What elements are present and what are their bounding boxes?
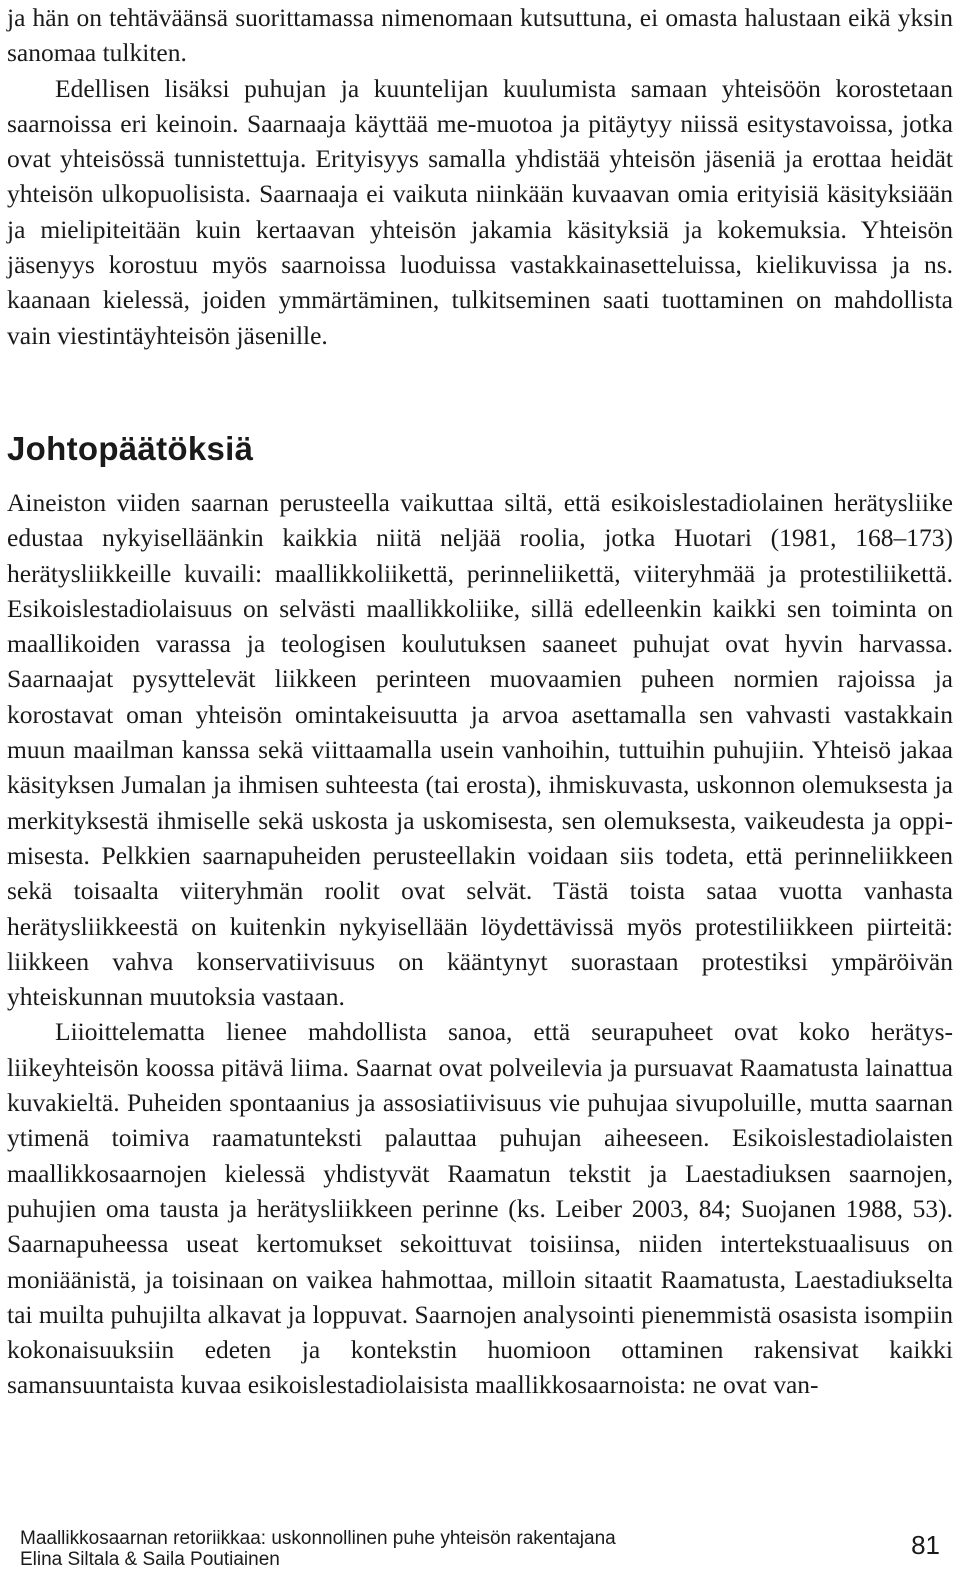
footer-authors: Elina Siltala & Saila Poutiainen	[20, 1549, 280, 1570]
paragraph-continuation: ja hän on tehtäväänsä suorittamassa nimenomaan kutsuttuna, ei omasta halustaan eikä yksin sanomaa tulkiten.	[7, 3, 953, 68]
paragraph-conclusions-1: Aineiston viiden saarnan perusteella vaikuttaa siltä, että esikoislestadiolainen herätysliike edustaa nykyiselläänkin kaikkia niitä neljää roolia, jotka Huotari (1981, 168–173) herätysliikkeille kuvaili: maallikkoliikettä, perinneliikettä, viiteryhmää ja protestiliikettä. Esikoislestadiolaisuus on selvästi maallikkoliike, sillä edelleenkin kaikki sen toiminta on maallikoiden varassa ja teologisen koulutuksen saaneet puhujat ovat hyvin harvassa. Saarnaajat pysyttelevät liikkeen perinteen muovaamien puheen normien rajoissa ja korostavat oman yhteisön omintakeisuutta ja arvoa asettamalla sen vahvasti vastakkain muun maailman kanssa sekä viittaamalla usein vanhoihin, tuttuihin puhujiin. Yhteisö jakaa käsityksen Jumalan ja ihmisen suhteesta (tai erosta), ihmiskuvasta, uskonnon olemuksesta ja merkityksestä ihmiselle sekä uskosta ja uskomisesta, sen olemuksesta, vaikeudesta ja oppimisesta. Pelkkien saarnapuheiden perusteellakin voidaan siis todeta, että perinneliikkeen sekä toisaalta viiteryhmän roolit ovat selvät. Tästä toista sataa vuotta vanhasta herätysliikkeestä on kuitenkin nykyisellään löydettävissä myös protestiliikkeen piirteitä: liikkeen vahva konservatiivisuus on kääntynyt suorastaan protestiksi ympäröivän yhteiskunnan muutoksia vastaan.	[7, 487, 953, 1012]
page-footer	[20, 1528, 940, 1570]
section-spacer	[7, 353, 953, 429]
paragraph-community-membership: Edellisen lisäksi puhujan ja kuuntelijan kuulumista samaan yhteisöön korostetaan saarnoissa eri keinoin. Saarnaaja käyttää me-muotoa ja pitäytyy niissä esitystavoissa, jotka ovat yhteisössä tunnistettuja. Erityisyys samalla yhdistää yhteisön jäseniä ja erottaa heidät yhteisön ulkopuolisista. Saarnaaja ei vaikuta niinkään kuvaavan omia erityisiä käsityksiään ja mielipiteitään kuin kertaavan yhteisön jakamia käsityksiä ja kokemuksia. Yhteisön jäsenyys korostuu myös saarnoissa luoduissa vastakkainasetteluissa, kielikuvissa ja ns. kaanaan kielessä, joiden ymmärtäminen, tulkitseminen saati tuottaminen on mahdollista vain viestintäyhteisön jäsenille.	[7, 73, 953, 350]
section-heading: Johtopäätöksiä	[7, 429, 254, 467]
paragraph-conclusions-2: Liioittelematta lienee mahdollista sanoa, että seurapuheet ovat koko herätysliikeyhteisön koossa pitävä liima. Saarnat ovat polveilevia ja pursuavat Raamatusta lainattua kuvakieltä. Puheiden spontaanius ja assosiatiivisuus vie puhujaa sivupoluille, mutta saarnan ytimenä toimiva raamatunteksti palauttaa puhujan aiheeseen. Esikoislestadiolaisten maallikkosaarnojen kielessä yhdistyvät Raamatun tekstit ja Laestadiuksen saarnojen, puhujien oma tausta ja herätysliikkeen perinne (ks. Leiber 2003, 84; Suojanen 1988, 53). Saarnapuheessa useat kertomukset sekoittuvat toisiinsa, niiden intertekstuaalisuus on moniäänistä, ja toisinaan on vaikea hahmottaa, milloin sitaatit Raamatusta, Laestadiukselta tai muilta puhujilta alkavat ja loppuvat. Saarnojen analysointi pienemmistä osasista isompiin kokonaisuuksiin edeten ja kontekstin huomioon ottaminen rakensivat kaikki samansuuntaista kuvaa esikoislestadiolaisista maallikkosaarnoista: ne ovat van-	[7, 1017, 953, 1400]
footer-article-title: Maallikkosaarnan retoriikkaa: uskonnollinen puhe yhteisön rakentajana	[20, 1528, 616, 1549]
page-number: 81	[911, 1530, 940, 1560]
page-body	[7, 0, 953, 1403]
